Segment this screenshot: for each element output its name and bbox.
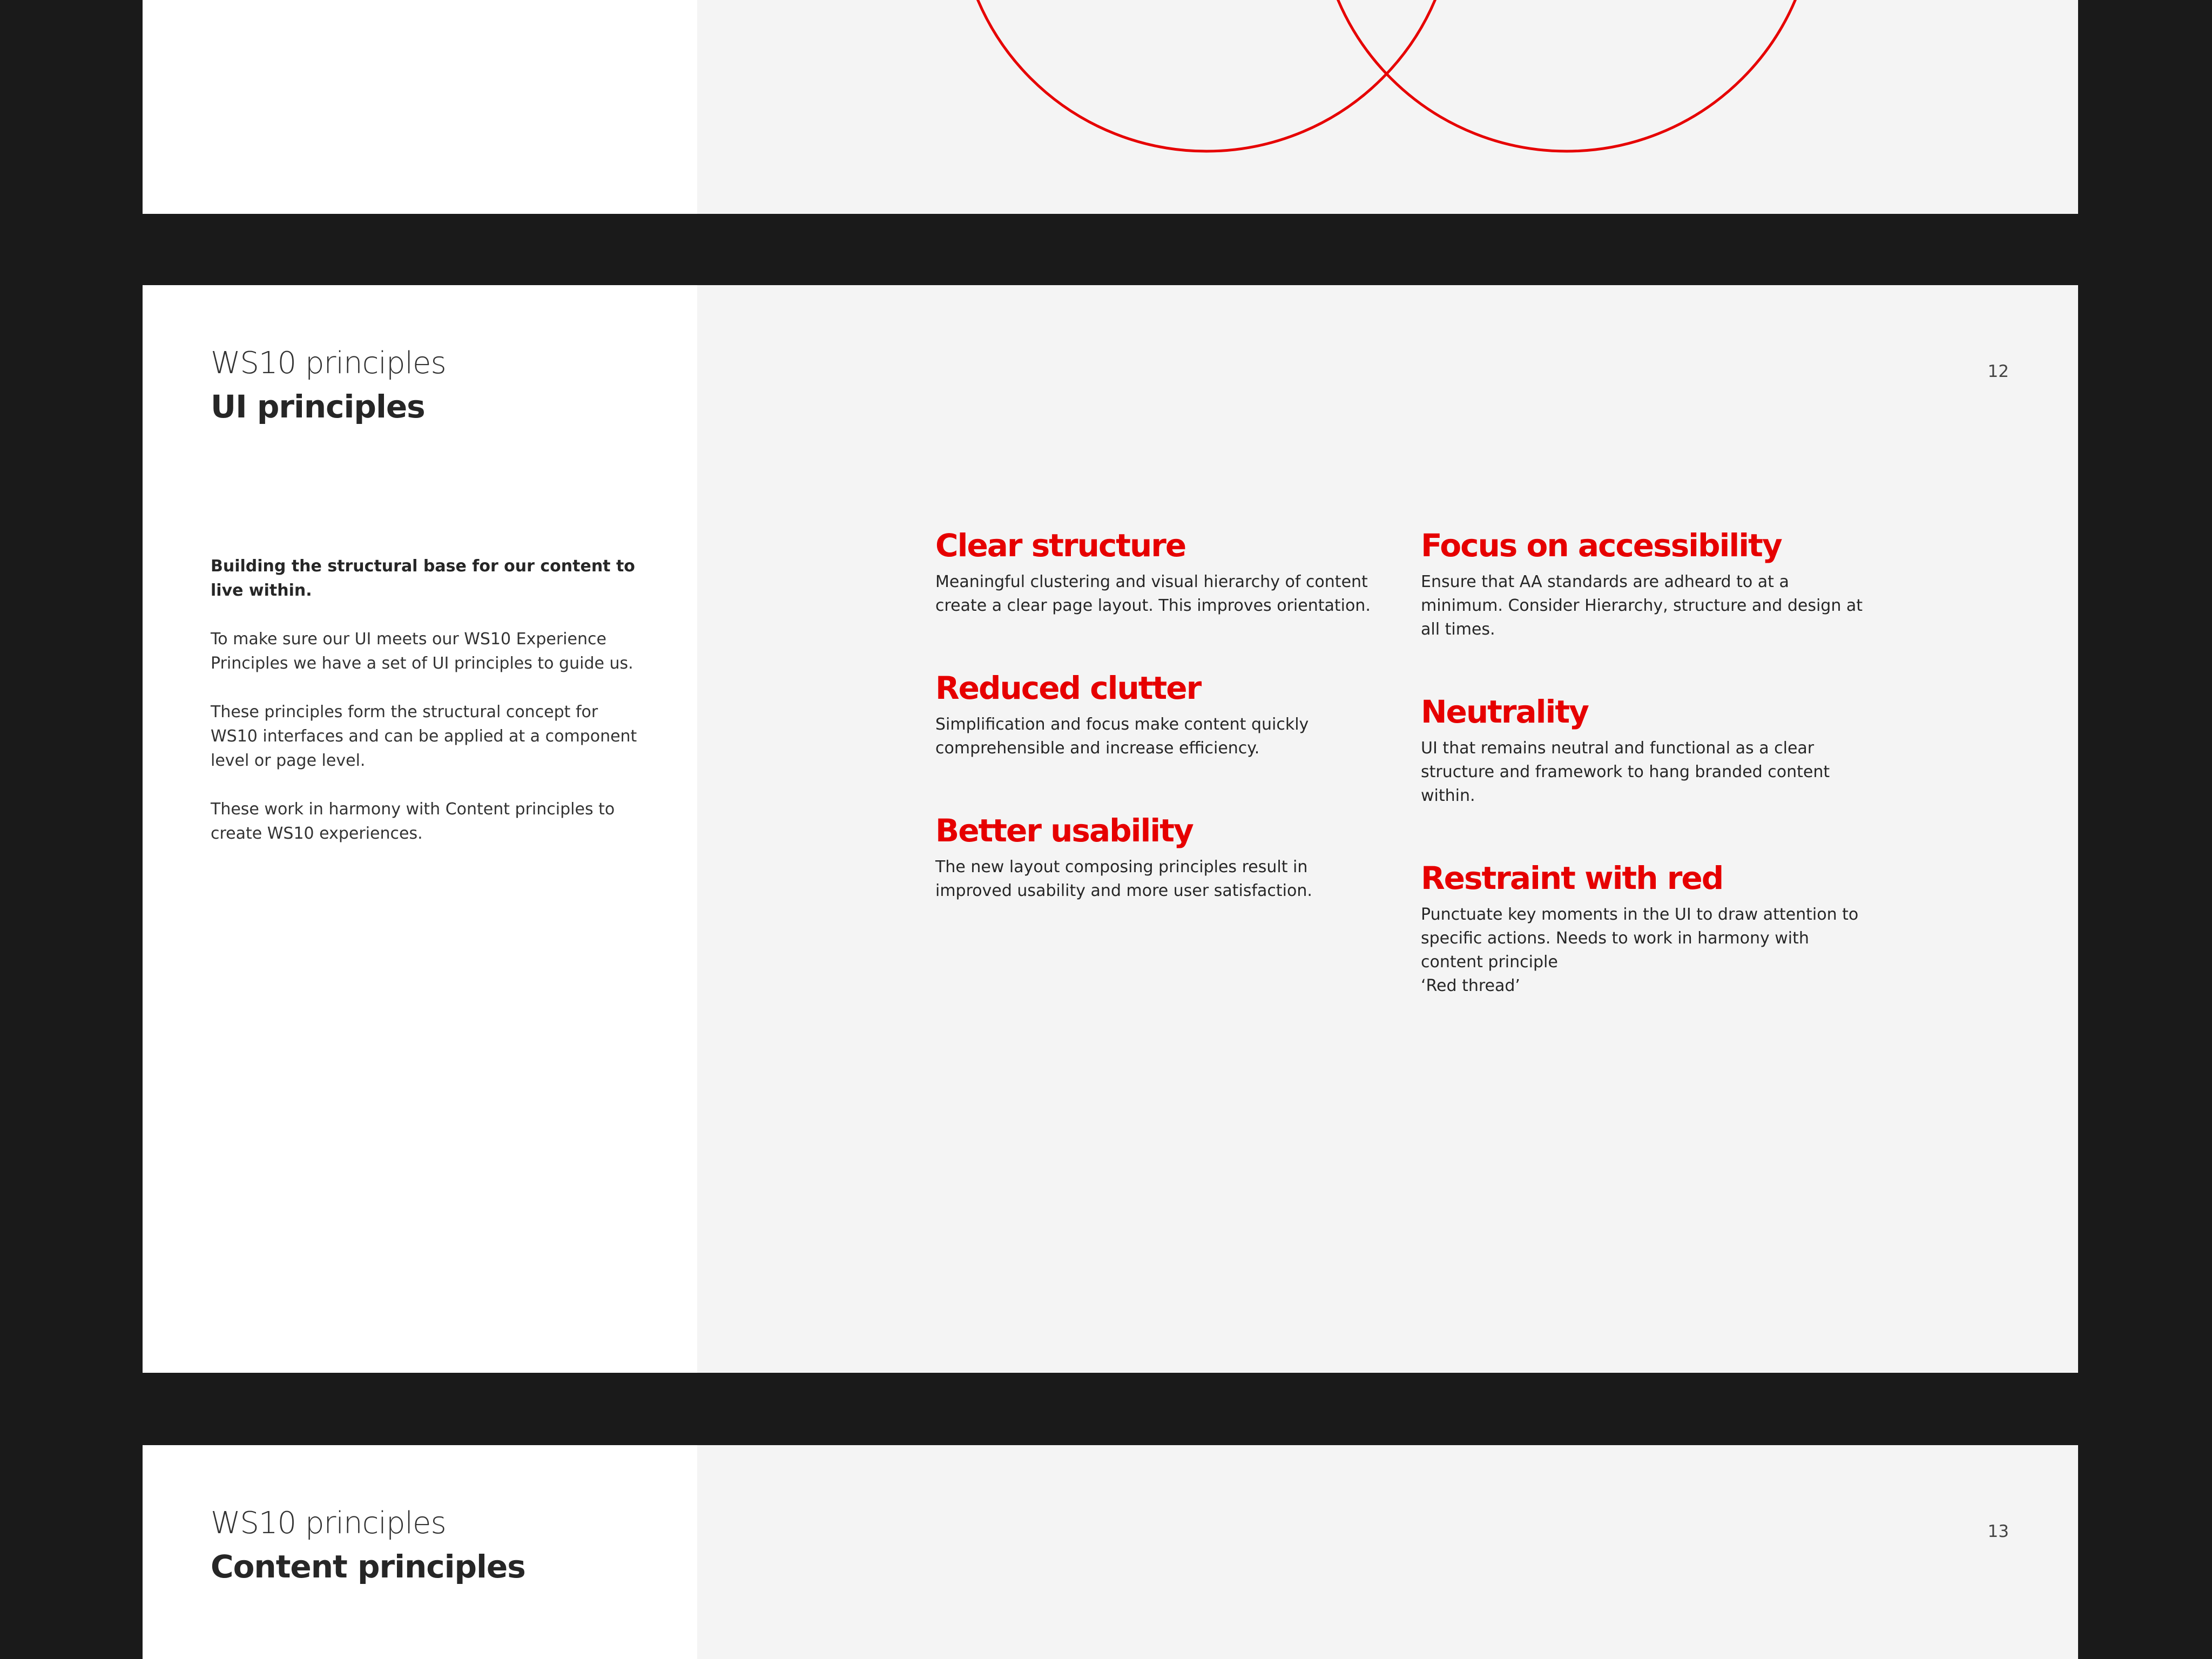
principle-body: The new layout composing principles result in improved usability and more user satisfaction. bbox=[935, 858, 1312, 900]
principle-heading: Restraint with red bbox=[1421, 860, 1723, 896]
principle-neutrality bbox=[1421, 690, 1864, 808]
principle-better-usability bbox=[935, 809, 1378, 903]
principle-body: Ensure that AA standards are adheard to at a minimum. Consider Hierarchy, structure and design at all times. bbox=[1421, 572, 1863, 639]
principle-clear-structure bbox=[935, 524, 1378, 618]
page-number: 13 bbox=[1987, 1522, 2009, 1541]
ui-principles-slide bbox=[143, 285, 2078, 1373]
principle-focus-on-accessibility bbox=[1421, 524, 1864, 642]
slide-right-panel bbox=[697, 1445, 2078, 1659]
principle-heading: Focus on accessibility bbox=[1421, 527, 1782, 564]
principle-body: Simplification and focus make content quickly comprehensible and increase efficiency. bbox=[935, 715, 1309, 758]
venn-circles-graphic bbox=[143, 0, 2078, 214]
principle-heading: Better usability bbox=[935, 812, 1193, 849]
principle-heading: Clear structure bbox=[935, 527, 1186, 564]
principle-reduced-clutter bbox=[935, 666, 1378, 760]
intro-paragraph: These principles form the structural concept for WS10 interfaces and can be applied at a component level or page level. bbox=[211, 703, 637, 770]
principle-restraint-with-red bbox=[1421, 857, 1864, 998]
principle-body: UI that remains neutral and functional as a clear structure and framework to hang branded content within. bbox=[1421, 739, 1830, 805]
slide-kicker: WS10 principles bbox=[211, 346, 446, 381]
content-principles-slide bbox=[143, 1445, 2078, 1659]
venn-circle-left bbox=[958, 0, 1455, 151]
principles-grid bbox=[143, 285, 2078, 1373]
principle-body: Punctuate key moments in the UI to draw attention to specific actions. Needs to work in harmony with content principle ‘Red thread’ bbox=[1421, 905, 1859, 995]
principle-heading: Reduced clutter bbox=[935, 670, 1201, 706]
slide-kicker: WS10 principles bbox=[211, 1506, 446, 1541]
slide-title: UI principles bbox=[211, 388, 425, 425]
intro-paragraph: These work in harmony with Content principles to create WS10 experiences. bbox=[211, 800, 615, 843]
venn-circle-right bbox=[1318, 0, 1815, 151]
principle-body: Meaningful clustering and visual hierarchy of content create a clear page layout. This improves orientation. bbox=[935, 572, 1371, 615]
slide-title: Content principles bbox=[211, 1548, 525, 1585]
intro-paragraph: To make sure our UI meets our WS10 Experience Principles we have a set of UI principles to guide us. bbox=[211, 630, 633, 673]
page-number: 12 bbox=[1987, 362, 2009, 381]
principle-heading: Neutrality bbox=[1421, 693, 1588, 730]
intro-lead: Building the structural base for our content to live within. bbox=[211, 557, 635, 600]
previous-slide bbox=[143, 0, 2078, 214]
